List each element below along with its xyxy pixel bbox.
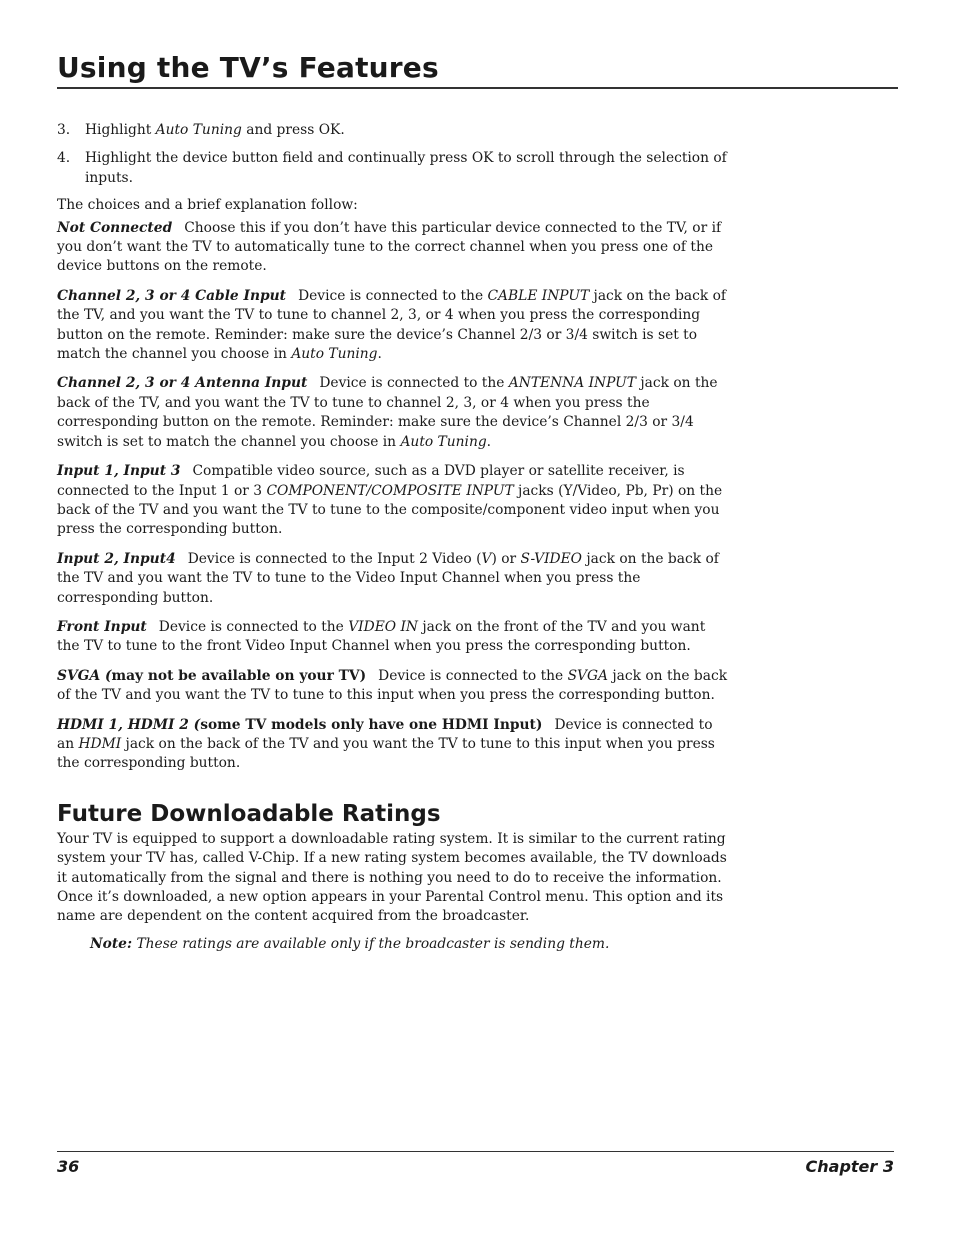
note-text: These ratings are available only if the broadcaster is sending them. [132, 935, 610, 952]
chapter-label: Chapter 3 [805, 1157, 894, 1176]
note-label: Note: [90, 935, 133, 952]
item-input-1-3: Input 1, Input 3 Compatible video source, such as a DVD player or satellite receiver, is connected to the Input 1 or 3 COMPONENT/COMPOSITE INPUT jacks (Y/Video, Pb, Pr) on the back of the TV and you want the TV to tune to the composite/component video input when you press the corresponding button. [57, 463, 723, 538]
item-term: SVGA ( [57, 667, 112, 684]
item-term: Channel 2, 3 or 4 Antenna Input [57, 375, 308, 392]
footer-rule [57, 1151, 894, 1152]
item-text: Choose this if you don’t have this particular device connected to the TV, or if you don’t want the TV to automatically tune to the correct channel when you press one of the device buttons on the remote. [57, 219, 722, 275]
item-term: HDMI 1, HDMI 2 ( [57, 716, 201, 733]
section-title: Future Downloadable Ratings [57, 800, 441, 827]
section-body: Your TV is equipped to support a downloadable rating system. It is similar to the current rating system your TV has, called V-Chip. If a new rating system becomes available, the TV downloads it automatically from the signal and there is nothing you need to do to receive the information. Once it’s downloaded, a new option appears in your Parental Control menu. This option and its name are dependent on the content acquired from the broadcaster. [57, 830, 727, 925]
item-term: Front Input [57, 618, 147, 635]
page-number: 36 [57, 1157, 80, 1176]
intro-text: The choices and a brief explanation follow: [57, 197, 358, 214]
item-cable-input: Channel 2, 3 or 4 Cable Input Device is connected to the CABLE INPUT jack on the back of the TV, and you want the TV to tune to channel 2, 3, or 4 when you press the corresponding button on the remote. Reminder: make sure the device’s Channel 2/3 or 3/4 switch is set to match the channel you choose in Auto Tuning. [57, 287, 727, 363]
step-number: 4. [57, 150, 71, 167]
item-term: Input 1, Input 3 [57, 463, 181, 480]
step-4 [57, 149, 729, 188]
item-input-2-4: Input 2, Input4 Device is connected to the Input 2 Video (V) or S-VIDEO jack on the back of the TV and you want the TV to tune to the Video Input Channel when you press the corresponding button. [57, 550, 719, 606]
header-rule [57, 87, 898, 89]
item-not-connected [57, 219, 729, 277]
item-front-input: Front Input Device is connected to the VIDEO IN jack on the front of the TV and you want the TV to tune to the front Video Input Channel when you press the corresponding button. [57, 618, 706, 655]
page-header-title: Using the TV’s Features [57, 51, 439, 84]
item-antenna-input: Channel 2, 3 or 4 Antenna Input Device is connected to the ANTENNA INPUT jack on the back of the TV, and you want the TV to tune to channel 2, 3, or 4 when you press the corresponding button on the remote. Reminder: make sure the device’s Channel 2/3 or 3/4 switch is set to match the channel you choose in Auto Tuning. [57, 375, 718, 450]
step-text: Highlight the device button field and continually press OK to scroll through the selection of inputs. [85, 150, 727, 186]
page-content [57, 121, 729, 954]
item-term: Channel 2, 3 or 4 Cable Input [57, 287, 287, 304]
item-hdmi: HDMI 1, HDMI 2 (some TV models only have one HDMI Input) Device is connected to an HDMI jack on the back of the TV and you want the TV to tune to this input when you press the corresponding button. [57, 716, 715, 772]
item-term: Input 2, Input4 [57, 550, 176, 567]
step-3 [57, 121, 729, 140]
note [57, 935, 729, 954]
item-term: Not Connected [57, 219, 173, 236]
step-number: 3. [57, 122, 71, 138]
item-term-note: may not be available on your TV) [111, 667, 367, 684]
item-svga: SVGA (may not be available on your TV) Device is connected to the SVGA jack on the back of the TV and you want the TV to tune to this input when you press the corresponding button. [57, 667, 728, 704]
item-term-note: some TV models only have one HDMI Input) [200, 716, 543, 733]
step-text: Highlight Auto Tuning and press OK. [85, 122, 345, 138]
